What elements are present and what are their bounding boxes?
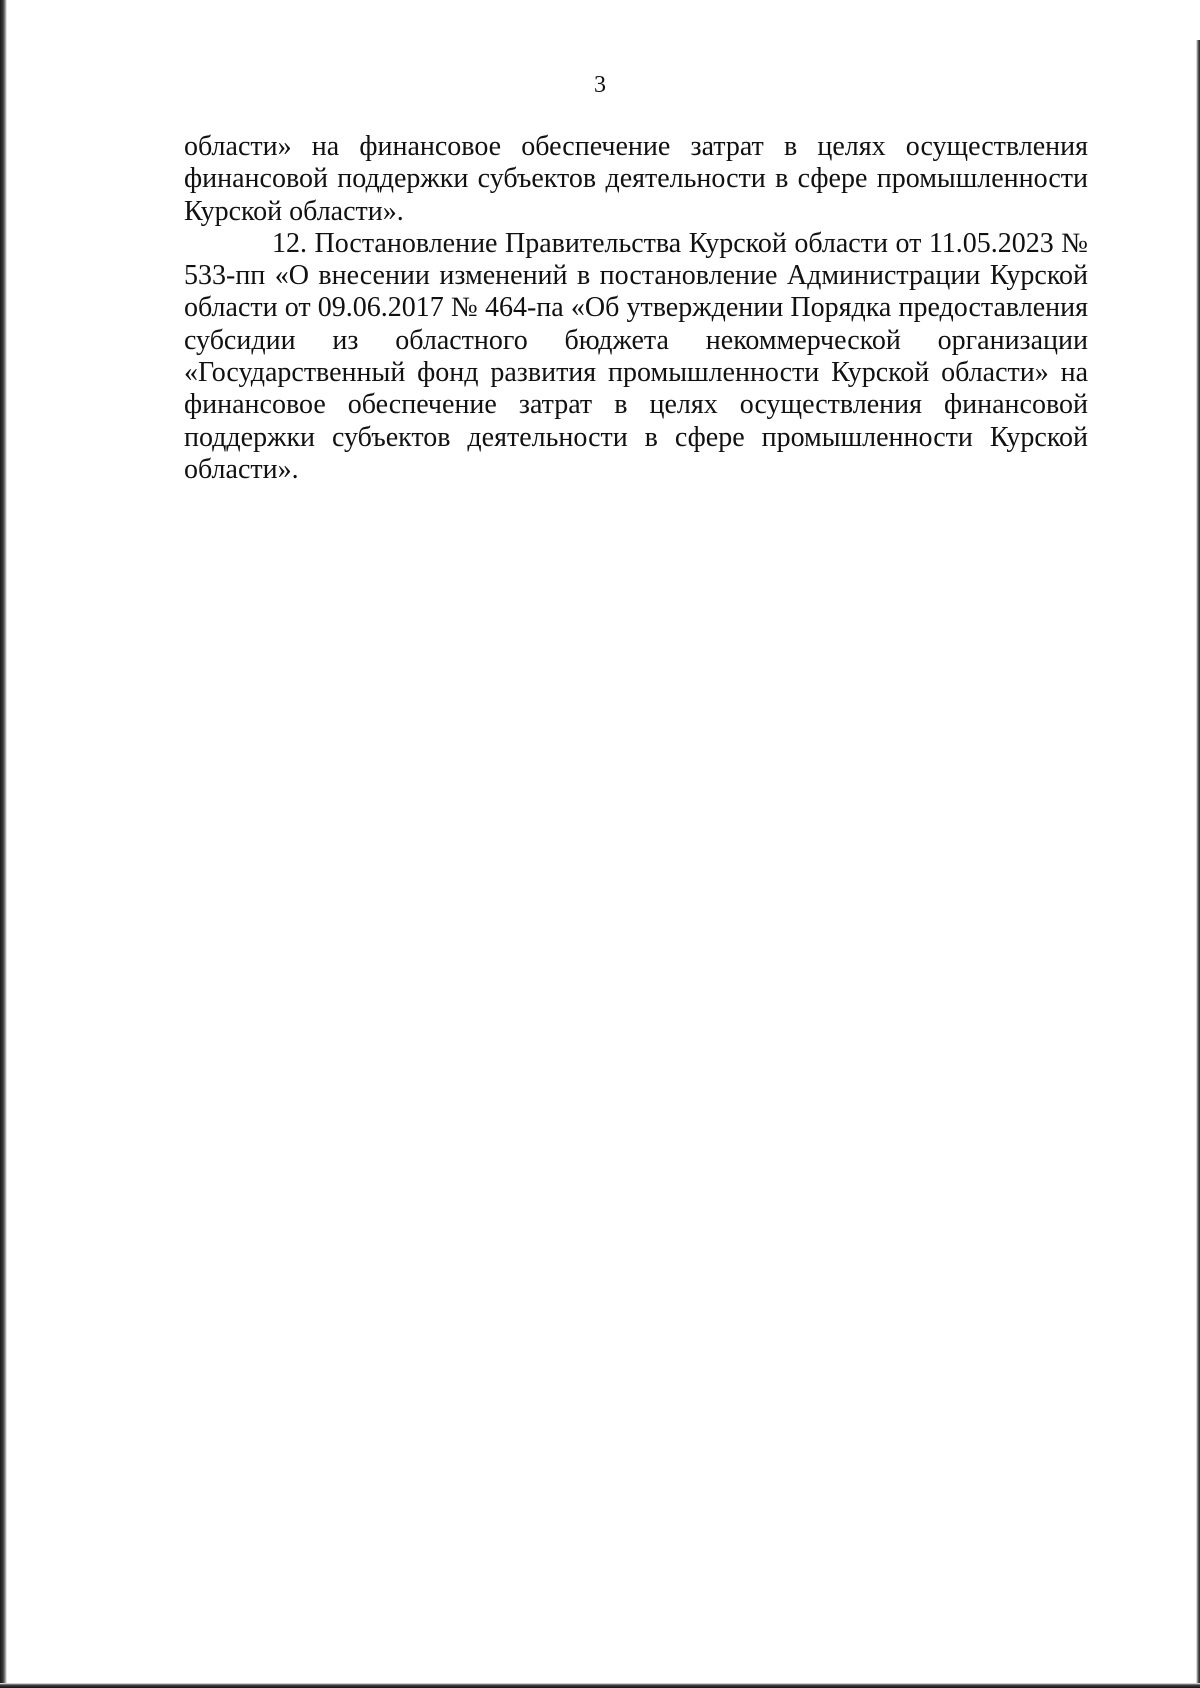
- document-body: [184, 131, 1088, 486]
- paragraph-item-12: 12. Постановление Правительства Курской области от 11.05.2023 № 533-пп «О внесении изменений в постановление Администрации Курской области от 09.06.2017 № 464-па «Об утверждении Порядка предоставления субсидии из областного бюджета некоммерческой организации «Государственный фонд развития промышленности Курской области» на финансовое обеспечение затрат в целях осуществления финансовой поддержки субъектов деятельности в сфере промышленности Курской области».: [184, 227, 1088, 485]
- scan-edge-left: [0, 0, 7, 1688]
- paragraph-continuation: области» на финансовое обеспечение затрат в целях осуществления финансовой поддержки субъектов деятельности в сфере промышленности Курской области».: [184, 131, 1088, 227]
- scan-edge-bottom: [0, 1683, 1200, 1688]
- page-number: 3: [594, 72, 606, 98]
- scan-edge-right: [1196, 40, 1200, 1688]
